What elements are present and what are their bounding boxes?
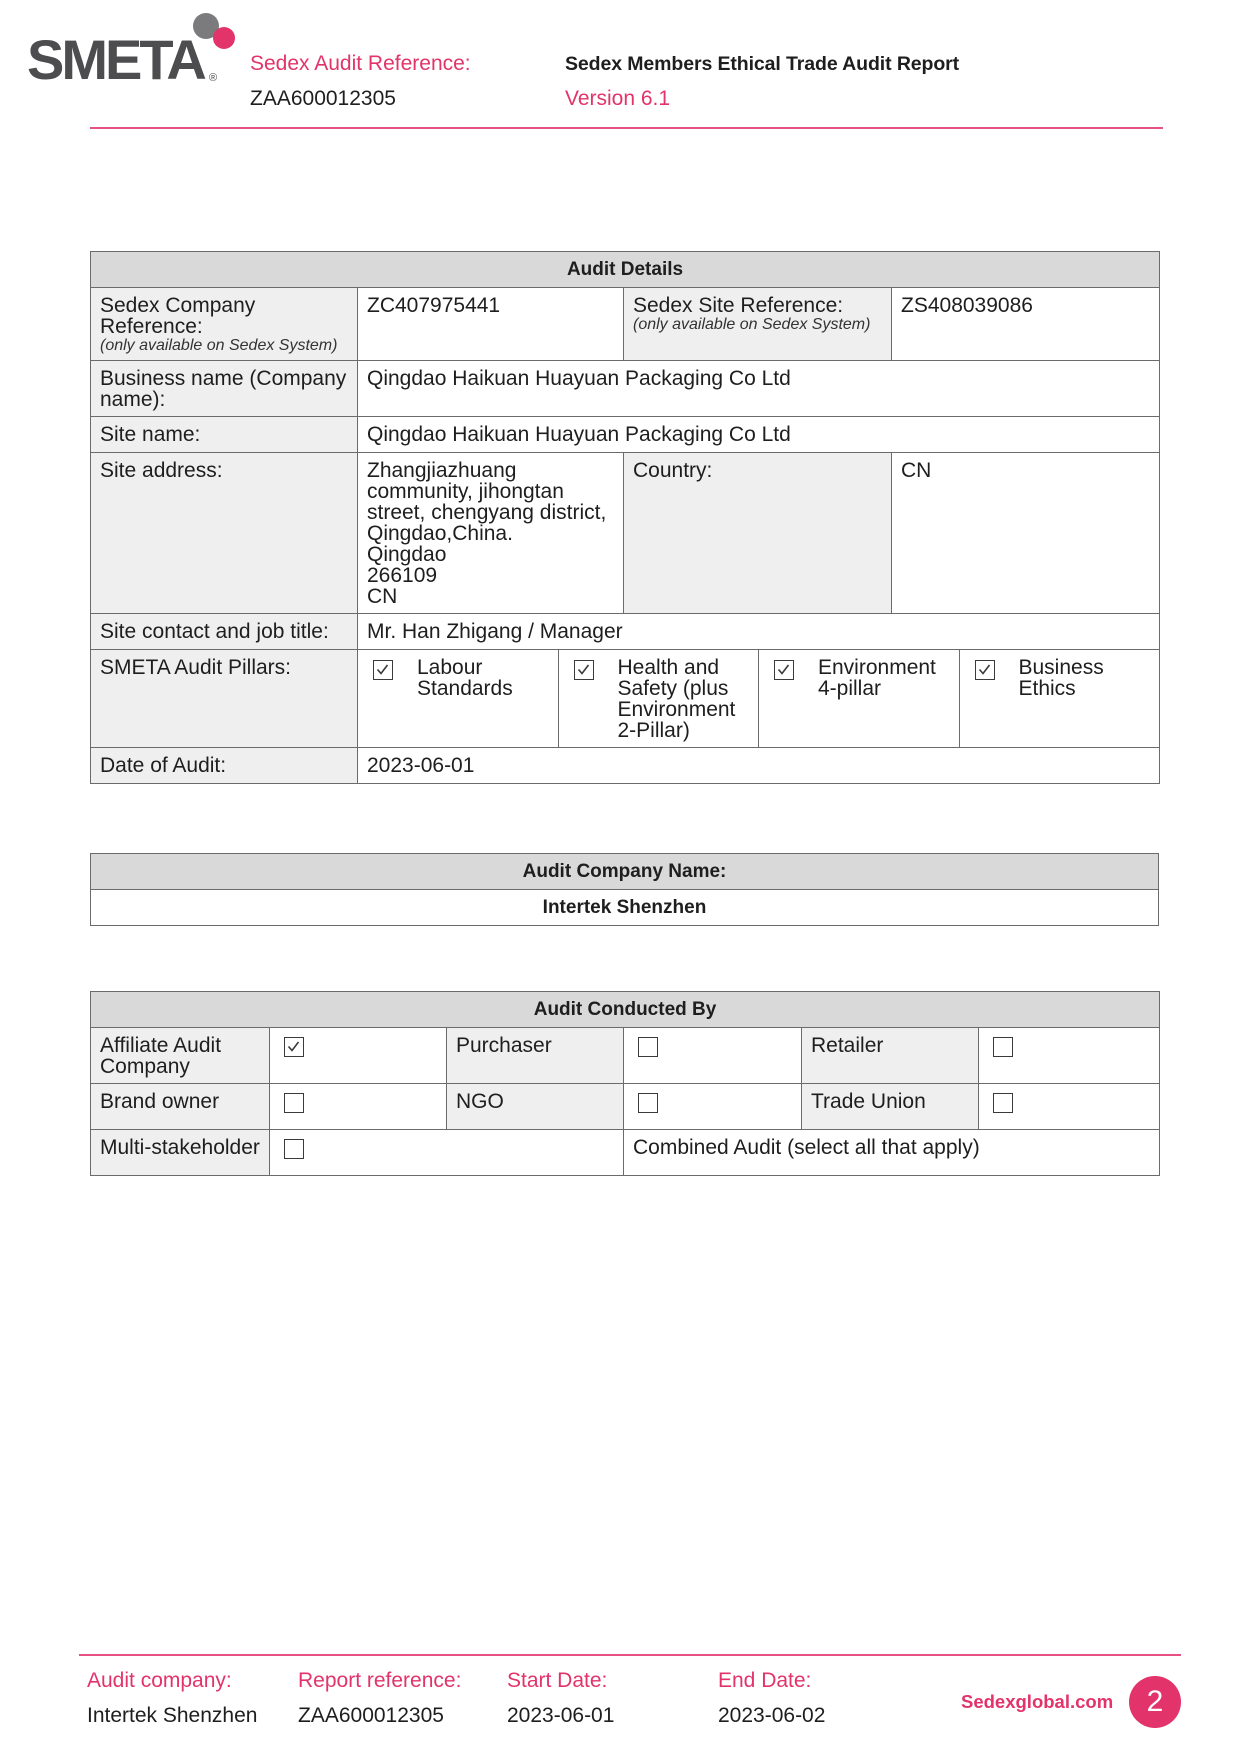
site-address-label: Site address: — [91, 453, 358, 614]
option-label-affiliate: Affiliate Audit Company — [91, 1028, 270, 1084]
site-address-value — [358, 453, 624, 614]
checkbox-icon — [574, 660, 594, 680]
site-contact-value: Mr. Han Zhigang / Manager — [358, 614, 1160, 650]
pillar-health-safety — [558, 650, 759, 747]
option-checkbox-cell — [624, 1084, 802, 1130]
pillar-business-ethics — [959, 650, 1160, 747]
audit-conducted-by-table — [90, 991, 1160, 1176]
checkbox-icon — [774, 660, 794, 680]
checkbox-icon — [975, 660, 995, 680]
site-ref-label-cell — [624, 288, 892, 361]
logo-text: SMETA — [27, 28, 204, 91]
audit-details-table — [90, 251, 1160, 784]
footer-start-date-value: 2023-06-01 — [507, 1704, 615, 1727]
site-address-line: 266109 — [367, 564, 438, 587]
country-value: CN — [892, 453, 1160, 614]
audit-conducted-by-heading: Audit Conducted By — [91, 992, 1160, 1028]
footer-divider — [79, 1654, 1181, 1656]
footer-audit-company-value: Intertek Shenzhen — [87, 1704, 258, 1727]
footer-audit-company-label: Audit company: — [87, 1669, 232, 1692]
header-divider — [90, 127, 1163, 129]
option-checkbox-cell — [979, 1028, 1160, 1084]
audit-reference-value: ZAA600012305 — [250, 87, 396, 110]
company-ref-note: (only available on Sedex System) — [100, 337, 338, 354]
pillar-environment — [758, 650, 959, 747]
option-checkbox-cell — [270, 1084, 447, 1130]
audit-company-table — [90, 853, 1159, 926]
checkbox-icon — [993, 1093, 1013, 1113]
logo-pink-dot — [213, 27, 235, 49]
audit-company-heading: Audit Company Name: — [91, 854, 1159, 890]
site-ref-label: Sedex Site Reference: — [633, 294, 844, 317]
checkbox-icon — [284, 1093, 304, 1113]
company-ref-label: Sedex Company Reference: — [100, 294, 256, 338]
audit-pillars-label: SMETA Audit Pillars: — [91, 650, 358, 748]
checkbox-icon — [638, 1037, 658, 1057]
footer-start-date-label: Start Date: — [507, 1669, 608, 1692]
option-label-retailer: Retailer — [802, 1028, 979, 1084]
site-address-line: Qingdao — [367, 543, 447, 566]
footer-report-ref-value: ZAA600012305 — [298, 1704, 444, 1727]
checkbox-icon — [638, 1093, 658, 1113]
country-label: Country: — [624, 453, 892, 614]
site-address-line: Zhangjiazhuang community, jihongtan street, chengyang district, Qingdao,China. — [367, 459, 607, 545]
pillar-label: Health and Safety (plus Environment 2-Pillar) — [617, 656, 736, 742]
checkbox-icon — [993, 1037, 1013, 1057]
option-checkbox-cell — [270, 1028, 447, 1084]
company-ref-label-cell — [91, 288, 358, 361]
business-name-value: Qingdao Haikuan Huayuan Packaging Co Ltd — [358, 361, 1160, 417]
audit-date-value: 2023-06-01 — [358, 748, 1160, 784]
audit-details-heading: Audit Details — [91, 252, 1160, 288]
option-label-brand-owner: Brand owner — [91, 1084, 270, 1130]
checkbox-icon — [373, 660, 393, 680]
sedexglobal-link[interactable]: Sedexglobal.com — [961, 1691, 1114, 1712]
option-checkbox-cell — [624, 1028, 802, 1084]
logo-registered-mark: ® — [209, 72, 218, 84]
site-ref-note: (only available on Sedex System) — [633, 316, 871, 333]
report-title: Sedex Members Ethical Trade Audit Report — [565, 53, 960, 75]
business-name-label: Business name (Company name): — [91, 361, 358, 417]
pillar-labour-standards — [358, 650, 558, 747]
pillar-label: Business Ethics — [1018, 656, 1104, 700]
option-checkbox-cell — [979, 1084, 1160, 1130]
site-name-label: Site name: — [91, 417, 358, 453]
audit-reference-label: Sedex Audit Reference: — [250, 52, 471, 75]
footer-end-date-value: 2023-06-02 — [718, 1704, 826, 1727]
site-name-value: Qingdao Haikuan Huayuan Packaging Co Ltd — [358, 417, 1160, 453]
company-ref-value: ZC407975441 — [358, 288, 624, 361]
pillar-label: Labour Standards — [417, 656, 513, 700]
pillar-label: Environment 4-pillar — [818, 656, 936, 700]
audit-company-value: Intertek Shenzhen — [91, 890, 1159, 926]
checkbox-icon — [284, 1139, 304, 1159]
combined-audit-label: Combined Audit (select all that apply) — [624, 1130, 1160, 1176]
option-checkbox-cell — [270, 1130, 624, 1176]
report-version: Version 6.1 — [565, 87, 671, 110]
footer-end-date-label: End Date: — [718, 1669, 812, 1692]
audit-date-label: Date of Audit: — [91, 748, 358, 784]
site-ref-value: ZS408039086 — [892, 288, 1160, 361]
site-address-line: CN — [367, 585, 398, 608]
footer-report-ref-label: Report reference: — [298, 1669, 462, 1692]
audit-pillars-options — [358, 650, 1160, 748]
checkbox-icon — [284, 1037, 304, 1057]
option-label-trade-union: Trade Union — [802, 1084, 979, 1130]
site-contact-label: Site contact and job title: — [91, 614, 358, 650]
option-label-ngo: NGO — [447, 1084, 624, 1130]
option-label-multi-stakeholder: Multi-stakeholder — [91, 1130, 270, 1176]
page-number-badge: 2 — [1129, 1676, 1181, 1728]
option-label-purchaser: Purchaser — [447, 1028, 624, 1084]
